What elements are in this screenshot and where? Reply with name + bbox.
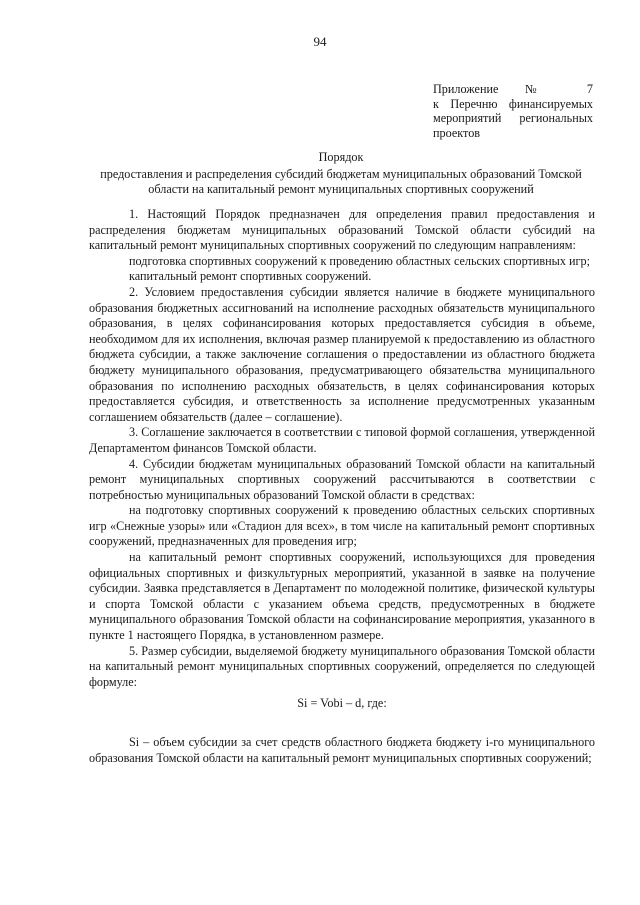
definition-si: Si – объем субсидии за счет средств областного бюджета бюджету i-го муниципального образования Томской области на капитальный ремонт муниципальных спортивных сооружений;	[89, 735, 595, 765]
document-title	[88, 150, 594, 197]
paragraph-4-item-2: на капитальный ремонт спортивных сооружений, использующихся для проведения официальных спортивных и физкультурных мероприятий, указанной в заявке на получение субсидии. Заявка представляется в Департамент по молодежной политике, физической культуры и спорта Томской области с указанием объема средств, предусмотренных в бюджете муниципального образования Томской области на софинансирование мероприятия, указанного в пункте 1 настоящего Порядка, в установленном размере.	[89, 550, 595, 643]
paragraph-direction-1: подготовка спортивных сооружений к проведению областных сельских спортивных игр;	[129, 253, 590, 268]
paragraph-4: 4. Субсидии бюджетам муниципальных образований Томской области на капитальный ремонт муниципальных спортивных сооружений рассчитываются в соответствии с потребностью муниципальных образований Томской области в средствах:	[89, 456, 595, 502]
formula: Si = Vobi – d, где:	[297, 696, 387, 711]
page-number: 94	[313, 34, 327, 49]
appendix-line: проектов	[433, 125, 481, 140]
paragraph-5: 5. Размер субсидии, выделяемой бюджету муниципального образования Томской области на капитальный ремонт муниципальных спортивных сооружений, определяется по следующей формуле:	[89, 643, 595, 689]
title-subtitle: предоставления и распределения субсидий бюджетам муниципальных образований Томской области на капитальный ремонт муниципальных спортивных сооружений	[100, 167, 582, 196]
paragraph-3: 3. Соглашение заключается в соответствии с типовой формой соглашения, утвержденной Департаментом финансов Томской области.	[89, 425, 595, 455]
document-body	[89, 207, 595, 766]
paragraph-1: 1. Настоящий Порядок предназначен для определения правил предоставления и распределения бюджетам муниципальных образований Томской области субсидий на капитальный ремонт муниципальных спортивных сооружений по следующим направлениям:	[89, 207, 595, 253]
paragraph-2: 2. Условием предоставления субсидии является наличие в бюджете муниципального образования бюджетных ассигнований на исполнение расходных обязательств муниципального образования, в целях софинансирования которых предоставляется субсидия в объеме, необходимом для их исполнения, включая размер планируемой к предоставлению из областного бюджета субсидии, а также заключение соглашения о предоставлении из областного бюджета бюджету муниципального образования, предусматривающего обязательства муниципального образования по исполнению расходных обязательств, в целях софинансирования которых предоставляется субсидия, и ответственность за исполнение предусмотренных указанным соглашением обязательств (далее – соглашение).	[89, 284, 595, 424]
appendix-line: Приложение № 7	[433, 82, 593, 96]
title-heading: Порядок	[318, 150, 364, 164]
paragraph-direction-2: капитальный ремонт спортивных сооружений.	[129, 269, 372, 284]
appendix-line: к Перечню финансируемых	[433, 96, 593, 111]
appendix-block	[433, 82, 593, 140]
appendix-line: мероприятий региональных	[433, 111, 593, 125]
paragraph-4-item-1: на подготовку спортивных сооружений к проведению областных сельских спортивных игр «Снежные узоры» или «Стадион для всех», в том числе на капитальный ремонт спортивных сооружений, предназначенных для проведения игр;	[89, 503, 595, 549]
